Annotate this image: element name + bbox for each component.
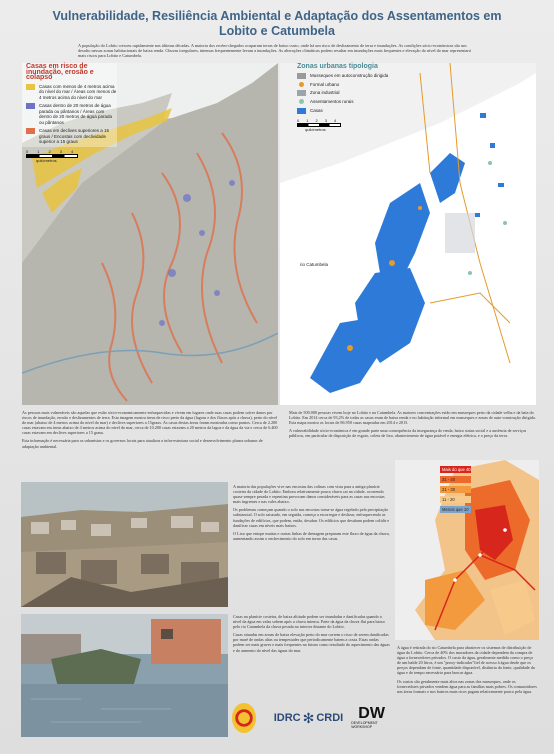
scale-unit: quilómetros bbox=[36, 158, 57, 163]
scale-tick: 2 bbox=[48, 148, 51, 154]
scale-tick: 0 bbox=[297, 117, 300, 123]
scale-tick: 1 bbox=[306, 117, 309, 123]
price-legend-item bbox=[440, 496, 475, 503]
price-legend-item bbox=[440, 476, 475, 483]
poster-title: Vulnerabilidade, Resiliência Ambiental e Adaptação dos Assentamentos em Lobito e Catumbela bbox=[52, 9, 502, 38]
urban-legend-label: Musseques em autoconstrução dirigida bbox=[310, 72, 389, 78]
risk-legend-title: Casas em risco de inundação, erosão e colapso bbox=[26, 63, 94, 81]
risk-legend-swatch-water bbox=[26, 103, 35, 109]
risk-legend-swatch-lowland bbox=[26, 84, 35, 90]
paragraph: Os problemas começam quando o solo nas encostas torna-se água regelado pela precipitação substancial. O solo saturado, em seguida, começa a escorregar e deslizar, enfraquecendo as fundações de edifícios, que podem, então, desabar. Os edifícios que desabam podem colidir e danificar casas em níveis mais baixos. bbox=[233, 507, 390, 528]
urban-typology-legend bbox=[297, 64, 407, 133]
price-legend-swatch bbox=[440, 506, 471, 513]
typology-description bbox=[289, 410, 536, 441]
urban-legend-swatch bbox=[297, 108, 306, 114]
urban-legend-title: Zonas urbanas tipologia bbox=[297, 63, 378, 70]
urban-legend-item bbox=[297, 90, 407, 96]
urban-legend-swatch bbox=[297, 90, 306, 96]
angola-emblem-icon bbox=[232, 703, 256, 733]
risk-legend-label: Casas com menos de 4 metros acima do nível do mar / Áreas com menos de 4 metros acima do nível do mar bbox=[39, 83, 117, 100]
price-legend-swatch bbox=[440, 496, 471, 503]
urban-legend-label: Assentamentos rurais bbox=[310, 99, 354, 104]
paragraph: Casas na planície costeira, de baixa altitude podem ser inundadas e danificadas quando o nível da água em valas sobem após a chuva intensa. Parte da água da chuva flui para baixo pelo rio Catumbela da chuva pesada no interior distante do Lobito. bbox=[233, 614, 385, 630]
risk-legend-item bbox=[26, 84, 118, 101]
urban-legend-label: Formal urbano bbox=[310, 81, 340, 87]
risk-scale-bar bbox=[26, 149, 118, 164]
risk-legend-swatch-slope bbox=[26, 128, 35, 134]
price-legend-item bbox=[440, 466, 475, 473]
flooding-text bbox=[233, 614, 390, 656]
risk-legend-label: Casas em declives superiores a 15 graus / Encostas com declividade superior a 15 graus bbox=[39, 128, 110, 144]
urban-legend-item bbox=[297, 108, 407, 114]
paragraph: O Lixo que entope muitas e outras linhas de drenagem preparam este fluxo de água da chuva, aumentando assim o enchecimento do solo em torno das casas. bbox=[233, 530, 390, 541]
urban-scale-bar bbox=[297, 118, 407, 133]
water-cost-text bbox=[397, 645, 537, 697]
paragraph: A água é retirada do rio Catumbela para abastecer os sistemas de distribuição de água do Lobito. Cerca de 40% dos moradores da cidade dependem da compra de água a fornecedores privados. O custo da água, geralmente medido como o preço de um balde 20 litros, é um "proxy-indicador"fiel de acesso à água desde que os preços dependam de fonte, quantidade disponível, distância da fonte, qualidade da água e do tempo necessário para buscar água. bbox=[397, 645, 535, 676]
price-legend-swatch bbox=[440, 466, 471, 473]
paragraph: Os custos são geralmente mais altos nas zonas dos musseques, onde os fornecedores privados vendem água para as famílias mais pobres. Os consumidores nas áreas formais e nos bairros mais ricos pagam relativamente pouco pela água. bbox=[397, 678, 537, 694]
price-legend-swatch bbox=[440, 476, 471, 483]
scale-tick: 4 bbox=[333, 117, 337, 123]
photo-flooded-houses bbox=[21, 614, 228, 737]
crdi-logo: CRDI bbox=[316, 712, 344, 724]
scale-tick: 1 bbox=[37, 148, 40, 154]
risk-map-legend bbox=[26, 64, 118, 164]
water-price-legend bbox=[440, 466, 475, 516]
risk-legend-item bbox=[26, 128, 118, 145]
scale-unit: quilómetros bbox=[305, 127, 326, 132]
paragraph: Mais de 500.000 pessoas vivem hoje no Lobito e na Catumbela. As maiores concentrações estão em musseques perto da cidade velha e da baía do Lobito. Em 2014 cerca de 93,2% de todas as casas eram de baixa renda e no habitação informal em musseques e zonas de auto-construção dirigida. Esta mapa mostra os locais de 86.950 casas mapeadas em 2014 e 2015. bbox=[289, 410, 536, 426]
paragraph: A vulnerabilidade sócio-económica é em grande parte uma consequência da insegurança de renda, baixo status social e a ausência de serviços públicos, em particular de disposição de esgoto, coleta de lixo, abastecimento de água potável e energia elétrica, e o preço da terra. bbox=[289, 428, 527, 439]
maple-leaf-icon: ✻ bbox=[302, 709, 315, 726]
price-legend-label: 21 - 30 bbox=[442, 487, 456, 492]
river-label: rio Catumbela bbox=[300, 262, 329, 267]
idrc-logo: IDRC bbox=[273, 712, 301, 724]
urban-legend-swatch bbox=[297, 73, 306, 79]
scale-tick: 3 bbox=[59, 148, 62, 154]
photo-hillside-houses bbox=[21, 482, 228, 607]
scale-tick: 4 bbox=[70, 148, 74, 154]
price-legend-label: 31 - 40 bbox=[442, 477, 456, 482]
partner-logos bbox=[232, 698, 392, 738]
urban-legend-item bbox=[297, 73, 407, 79]
dw-logo bbox=[351, 707, 392, 729]
urban-legend-item bbox=[297, 82, 407, 88]
scale-tick: 0 bbox=[26, 148, 29, 154]
paragraph: Casas situadas em zonas de baixa elevação perto do mar correm o risco de serem danificadas por maré de ondas altas ou tempestades que periodicamente batem a costa. Estas ondas podem ser mais graves e mais frequentes no futuro como resultado do aquecimento das águas e do aumento do nível das águas do mar. bbox=[233, 632, 390, 653]
dw-logo-subtitle: DEVELOPMENT WORKSHOP bbox=[351, 721, 378, 729]
paragraph: Esta informação é necessária para os urbanistas e os governos locais para atualizar a infra-estrutura social e desenvolvimento planos urbanos de adaptação ambiental. bbox=[22, 438, 263, 449]
risk-description bbox=[22, 410, 278, 452]
urban-legend-label: Zona industrial bbox=[310, 90, 340, 95]
urban-legend-item bbox=[297, 99, 407, 105]
urban-legend-label: Casas bbox=[310, 107, 323, 113]
price-legend-swatch bbox=[440, 486, 471, 493]
intro-text: A população do Lobito cresceu rapidamente nas últimas décadas. A maioria dos recém-chegados ocuparam terras de baixo custo, onde há um risco de deslizamento de terra e inundações. As condições sócio-económicas são um desafio nessas zonas habitacionais de baixa renda. Chuvas irregulares, intensas frequentemente levam a inundações. As alterações climáticas podem resultar em inundações mais frequentes e elevação do nível do mar representará mais riscos para Lobito e Catumbela. bbox=[78, 43, 471, 59]
dw-logo-mark: DW bbox=[358, 705, 385, 722]
price-legend-label: 11 - 20 bbox=[442, 497, 455, 502]
scale-tick: 3 bbox=[324, 117, 327, 123]
urban-legend-swatch bbox=[299, 99, 304, 104]
risk-legend-label: Casas dentro de 20 metros de água parada ou pântanos / Áreas com dentro de 20 metros de água parada ou pântanos bbox=[39, 103, 113, 125]
price-legend-label: Menos que 10 bbox=[442, 507, 469, 512]
paragraph: As pessoas mais vulneráveis são aquelas que estão sócio-economicamente enfraquecidas e vivem em lugares onde suas casas podem sofrer danos por riscos de inundação, erosão e deslizamentos de terra. Esta imagem mostra áreas de risco perto da água (lagoas e dos fluxos após a chuva), perto do nível do mar (abaixo de 4 metros acima do nível do mar) e declives superiores a 15graus. As casas destas áreas foram mostradas como pontos. Cerca de 2.200 casas estavam em áreas abaixo de 4 metros acima do nível do mar, cerca de 10.200 casas estavam a 20 metros da lagoa e da água da via e cerca de 6.400 casas estavam em declives superiores a 15 graus. bbox=[22, 410, 278, 436]
hillside-text bbox=[233, 484, 390, 544]
risk-legend-item bbox=[26, 103, 118, 125]
paragraph: A maioria das populações vive nas encostas das colinas com vista para a antiga planície costeira da cidade do Lobito. Embora relativamente pouca chuva cai na cidade, ocorrendo quase sempre pesada e repentina provocam danos consideráveis para as casas nas encostas mais íngremes e nas vales abaixo. bbox=[233, 484, 385, 505]
scale-tick: 2 bbox=[315, 117, 318, 123]
price-legend-item bbox=[440, 486, 475, 493]
price-legend-item bbox=[440, 506, 475, 513]
price-legend-label: Mais do que 40 bbox=[442, 467, 471, 472]
urban-legend-swatch bbox=[299, 82, 304, 87]
